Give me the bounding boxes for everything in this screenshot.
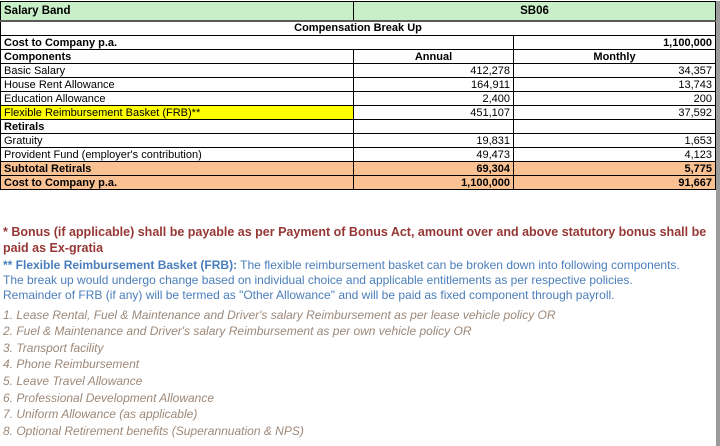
section-title-row bbox=[1, 21, 716, 36]
components-header-cell[interactable]: Components bbox=[1, 50, 354, 64]
table-row bbox=[1, 162, 716, 176]
frb-component-item: 6. Professional Development Allowance bbox=[3, 390, 215, 405]
row-annual-cell[interactable]: 412,278 bbox=[354, 64, 514, 78]
row-annual-cell[interactable] bbox=[354, 120, 514, 134]
row-annual-cell[interactable]: 164,911 bbox=[354, 78, 514, 92]
salary-band-value-cell[interactable]: SB06 bbox=[354, 2, 716, 21]
row-label-cell[interactable]: Flexible Reimbursement Basket (FRB)** bbox=[1, 106, 354, 120]
row-annual-cell[interactable]: 1,100,000 bbox=[354, 176, 514, 190]
row-annual-cell[interactable]: 19,831 bbox=[354, 134, 514, 148]
ctc-header-row bbox=[1, 36, 716, 50]
table-row bbox=[1, 106, 716, 120]
row-monthly-cell[interactable]: 5,775 bbox=[514, 162, 716, 176]
compensation-table bbox=[0, 1, 716, 190]
row-monthly-cell[interactable]: 37,592 bbox=[514, 106, 716, 120]
row-annual-cell[interactable]: 451,107 bbox=[354, 106, 514, 120]
frb-component-item: 3. Transport facility bbox=[3, 340, 104, 355]
annual-header-cell[interactable]: Annual bbox=[354, 50, 514, 64]
row-monthly-cell[interactable]: 200 bbox=[514, 92, 716, 106]
bonus-note: * Bonus (if applicable) shall be payable as per Payment of Bonus Act, amount over and above statutory bonus shall be paid as Ex-gratia bbox=[3, 225, 707, 255]
compensation-sheet bbox=[0, 1, 720, 438]
row-annual-cell[interactable]: 49,473 bbox=[354, 148, 514, 162]
row-monthly-cell[interactable] bbox=[514, 120, 716, 134]
column-header-row bbox=[1, 50, 716, 64]
row-monthly-cell[interactable]: 34,357 bbox=[514, 64, 716, 78]
frb-components-list bbox=[3, 307, 717, 440]
row-label-cell[interactable]: Education Allowance bbox=[1, 92, 354, 106]
row-monthly-cell[interactable]: 1,653 bbox=[514, 134, 716, 148]
ctc-label-cell[interactable]: Cost to Company p.a. bbox=[1, 36, 514, 50]
table-row bbox=[1, 120, 716, 134]
ctc-value-cell[interactable]: 1,100,000 bbox=[514, 36, 716, 50]
frb-component-item: 2. Fuel & Maintenance and Driver's salary Reimbursement as per own vehicle policy OR bbox=[3, 324, 472, 339]
row-monthly-cell[interactable]: 4,123 bbox=[514, 148, 716, 162]
frb-component-item: 5. Leave Travel Allowance bbox=[3, 373, 143, 388]
frb-note-line1 bbox=[3, 258, 717, 273]
frb-note-line3: Remainder of FRB (if any) will be termed as "Other Allowance" and will be paid as fixed component through payroll. bbox=[3, 288, 615, 303]
frb-component-item: 1. Lease Rental, Fuel & Maintenance and Driver's salary Reimbursement as per lease vehicle policy OR bbox=[3, 307, 556, 322]
frb-note-text: The flexible reimbursement basket can be broken down into following components. bbox=[237, 258, 680, 272]
row-label-cell[interactable]: Provident Fund (employer's contribution) bbox=[1, 148, 354, 162]
table-body bbox=[1, 64, 716, 190]
window-edge bbox=[716, 1, 720, 446]
row-annual-cell[interactable]: 69,304 bbox=[354, 162, 514, 176]
footnotes bbox=[3, 225, 717, 439]
row-label-cell[interactable]: Subtotal Retirals bbox=[1, 162, 354, 176]
frb-note-title: ** Flexible Reimbursement Basket (FRB): bbox=[3, 258, 238, 272]
table-row bbox=[1, 64, 716, 78]
frb-note-line2: The break up would undergo change based on individual choice and applicable entitlements as per respective policies. bbox=[3, 273, 633, 288]
monthly-header-cell[interactable]: Monthly bbox=[514, 50, 716, 64]
row-label-cell[interactable]: Cost to Company p.a. bbox=[1, 176, 354, 190]
salary-band-label-cell[interactable]: Salary Band bbox=[1, 2, 354, 21]
row-label-cell[interactable]: Retirals bbox=[1, 120, 354, 134]
frb-component-item: 4. Phone Reimbursement bbox=[3, 357, 140, 372]
frb-component-item: 8. Optional Retirement benefits (Superannuation & NPS) bbox=[3, 423, 304, 438]
table-row bbox=[1, 148, 716, 162]
table-row bbox=[1, 78, 716, 92]
table-row bbox=[1, 92, 716, 106]
row-monthly-cell[interactable]: 13,743 bbox=[514, 78, 716, 92]
table-row bbox=[1, 134, 716, 148]
row-label-cell[interactable]: House Rent Allowance bbox=[1, 78, 354, 92]
frb-component-item: 7. Uniform Allowance (as applicable) bbox=[3, 407, 198, 422]
salary-band-row bbox=[1, 2, 716, 21]
section-title-cell[interactable]: Compensation Break Up bbox=[1, 21, 716, 36]
row-label-cell[interactable]: Gratuity bbox=[1, 134, 354, 148]
row-monthly-cell[interactable]: 91,667 bbox=[514, 176, 716, 190]
table-row bbox=[1, 176, 716, 190]
row-label-cell[interactable]: Basic Salary bbox=[1, 64, 354, 78]
row-annual-cell[interactable]: 2,400 bbox=[354, 92, 514, 106]
